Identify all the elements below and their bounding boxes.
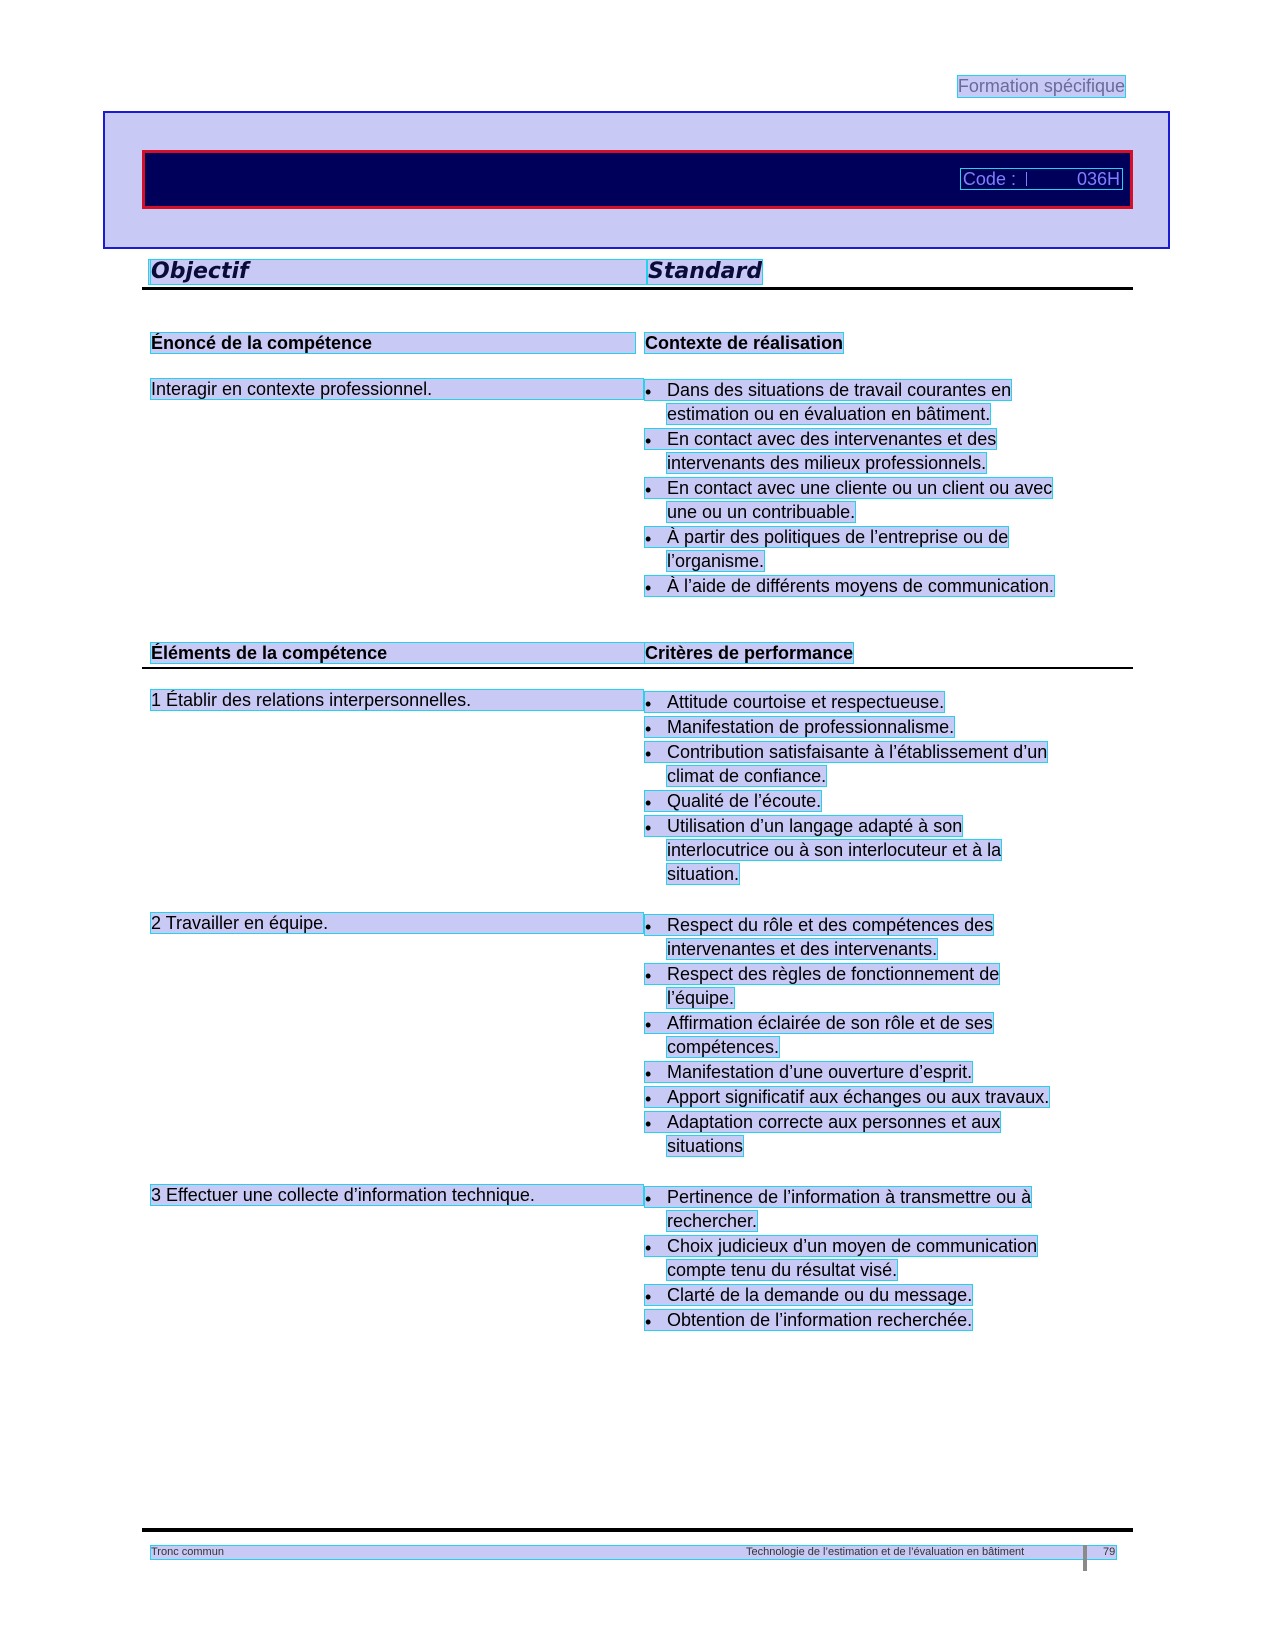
bullet-line: situation. xyxy=(667,864,740,884)
bullet-line: Contribution satisfaisante à l’établissement d’un xyxy=(645,742,1047,762)
bullet-item xyxy=(645,964,999,1012)
bullet-icon: • xyxy=(645,694,652,714)
competence-statement: Interagir en contexte professionnel. xyxy=(151,379,643,399)
bullet-item xyxy=(645,1013,993,1061)
bullet-line: Respect du rôle et des compétences des xyxy=(645,915,993,935)
bullet-line: En contact avec une cliente ou un client ou avec xyxy=(645,478,1052,498)
bullet-line: Pertinence de l’information à transmettre ou à xyxy=(645,1187,1031,1207)
bullet-item xyxy=(645,576,1054,600)
bullet-line: Adaptation correcte aux personnes et aux xyxy=(645,1112,1000,1132)
heading-rule xyxy=(142,287,1133,290)
bullet-icon: • xyxy=(645,1312,652,1332)
bullet-line: compétences. xyxy=(667,1037,780,1057)
standard-heading: Standard xyxy=(648,259,763,284)
footer-page-divider xyxy=(1083,1545,1087,1571)
bullet-icon: • xyxy=(645,1114,652,1134)
bullet-line: une ou un contribuable. xyxy=(667,502,856,522)
bullet-icon: • xyxy=(645,529,652,549)
bullet-line: rechercher. xyxy=(667,1211,758,1231)
bullet-line: Affirmation éclairée de son rôle et de ses xyxy=(645,1013,993,1033)
bullet-line: Utilisation d’un langage adapté à son xyxy=(645,816,962,836)
criteria-header: Critères de performance xyxy=(645,643,854,663)
bullet-line: l’organisme. xyxy=(667,551,765,571)
element-label: 1 Établir des relations interpersonnelles. xyxy=(151,690,643,710)
bullet-line: situations xyxy=(667,1136,744,1156)
bullet-line: Manifestation d’une ouverture d’esprit. xyxy=(645,1062,972,1082)
bullet-line: Manifestation de professionnalisme. xyxy=(645,717,954,737)
section-label: Formation spécifique xyxy=(957,76,1125,96)
objective-heading: Objectif xyxy=(151,260,646,284)
bullet-item xyxy=(645,1087,1049,1111)
bullet-icon: • xyxy=(645,818,652,838)
element-label: 3 Effectuer une collecte d’information technique. xyxy=(151,1185,643,1205)
bullet-line: intervenants des milieux professionnels. xyxy=(667,453,987,473)
bullet-icon: • xyxy=(645,966,652,986)
bullet-icon: • xyxy=(645,578,652,598)
bullet-icon: • xyxy=(645,431,652,451)
bullet-icon: • xyxy=(645,917,652,937)
bullet-line: interlocutrice ou à son interlocuteur et à la xyxy=(667,840,1002,860)
title-bar xyxy=(142,150,1133,209)
bullet-icon: • xyxy=(645,1189,652,1209)
context-header: Contexte de réalisation xyxy=(645,333,844,353)
footer-title: Technologie de l’estimation et de l’évaluation en bâtiment xyxy=(746,1546,1025,1558)
bullet-icon: • xyxy=(645,1287,652,1307)
bullet-item xyxy=(645,1285,972,1309)
bullet-line: Respect des règles de fonctionnement de xyxy=(645,964,999,984)
bullet-line: Qualité de l’écoute. xyxy=(645,791,821,811)
bullet-line: Apport significatif aux échanges ou aux travaux. xyxy=(645,1087,1049,1107)
bullet-line: À partir des politiques de l’entreprise ou de xyxy=(645,527,1008,547)
footer-page-number: 79 xyxy=(1103,1546,1116,1558)
bullet-line: Attitude courtoise et respectueuse. xyxy=(645,692,944,712)
bullet-item xyxy=(645,915,993,963)
bullet-item xyxy=(645,692,944,716)
bullet-line: intervenantes et des intervenants. xyxy=(667,939,938,959)
bullet-item xyxy=(645,742,1047,790)
bullet-item xyxy=(645,429,996,477)
competence-statement-header: Énoncé de la compétence xyxy=(151,333,635,353)
bullet-item xyxy=(645,1112,1000,1160)
bullet-line: À l’aide de différents moyens de communication. xyxy=(645,576,1054,596)
bullet-line: Obtention de l’information recherchée. xyxy=(645,1310,972,1330)
bullet-item xyxy=(645,478,1052,526)
element-label: 2 Travailler en équipe. xyxy=(151,913,643,933)
bullet-icon: • xyxy=(645,1238,652,1258)
code-value: 036H xyxy=(1076,168,1120,189)
bullet-line: estimation ou en évaluation en bâtiment. xyxy=(667,404,991,424)
bullet-item xyxy=(645,1310,972,1334)
bullet-item xyxy=(645,527,1008,575)
footer-rule xyxy=(142,1528,1133,1532)
bullet-line: compte tenu du résultat visé. xyxy=(667,1260,898,1280)
bullet-line: En contact avec des intervenantes et des xyxy=(645,429,996,449)
code-field xyxy=(961,169,1122,189)
elements-rule xyxy=(142,667,1133,669)
bullet-line: Clarté de la demande ou du message. xyxy=(645,1285,972,1305)
bullet-icon: • xyxy=(645,1015,652,1035)
bullet-item xyxy=(645,1187,1031,1235)
bullet-line: Dans des situations de travail courantes en xyxy=(645,380,1011,400)
bullet-icon: • xyxy=(645,382,652,402)
bullet-line: l’équipe. xyxy=(667,988,735,1008)
bullet-icon: • xyxy=(645,744,652,764)
code-separator xyxy=(1026,172,1027,186)
bullet-item xyxy=(645,816,1001,888)
bullet-item xyxy=(645,1062,972,1086)
bullet-icon: • xyxy=(645,793,652,813)
bullet-icon: • xyxy=(645,1064,652,1084)
bullet-item xyxy=(645,717,954,741)
objective-heading-anchor xyxy=(149,260,150,284)
bullet-icon: • xyxy=(645,480,652,500)
footer-left: Tronc commun xyxy=(151,1546,224,1558)
bullet-line: Choix judicieux d’un moyen de communication xyxy=(645,1236,1037,1256)
elements-header: Éléments de la compétence xyxy=(151,643,647,663)
bullet-item xyxy=(645,1236,1037,1284)
bullet-line: climat de confiance. xyxy=(667,766,827,786)
bullet-icon: • xyxy=(645,719,652,739)
bullet-icon: • xyxy=(645,1089,652,1109)
bullet-item xyxy=(645,380,1011,428)
code-label: Code : xyxy=(962,168,1016,189)
bullet-item xyxy=(645,791,821,815)
